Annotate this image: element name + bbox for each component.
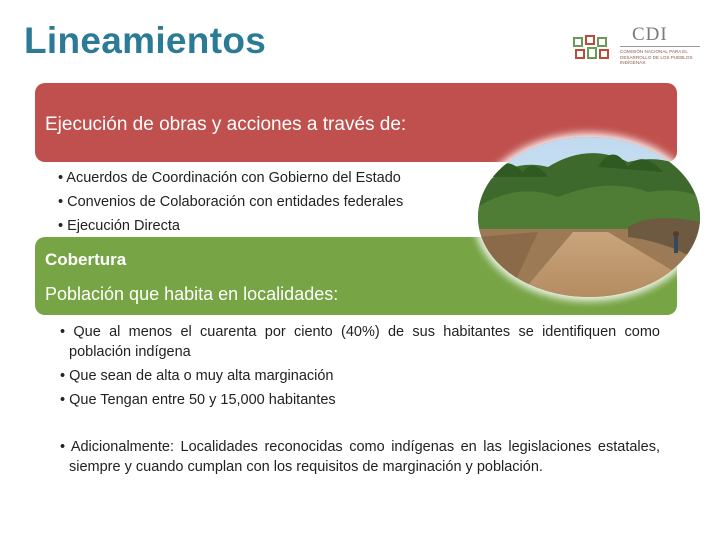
list-item: • Acuerdos de Coordinación con Gobierno del Estado [58,170,401,186]
section2-note [60,437,660,477]
list-item: • Ejecución Directa [58,218,180,234]
section1-list [58,166,403,238]
logo-divider [620,46,700,47]
section2-heading: Cobertura [45,250,127,269]
list-item: • Que sean de alta o muy alta marginación [60,368,334,384]
list-item: • Convenios de Colaboración con entidades federales [58,194,404,210]
section2-subheading: Población que habita en localidades: [45,284,339,304]
note-item: • Adicionalmente: Localidades reconocidas como indígenas en las legislaciones estatales, siempre y cuando cumplan con los requisitos de marginación y población. [60,439,660,475]
list-item: • Que Tengan entre 50 y 15,000 habitantes [60,392,336,408]
page-title: Lineamientos [24,20,267,61]
road-photo-image [478,137,700,297]
list-item: • Que al menos el cuarenta por ciento (40%) de sus habitantes se identifiquen como población indígena [60,324,660,360]
cdi-logo-icon [572,34,612,62]
section1-heading: Ejecución de obras y acciones a través de: [45,114,407,135]
logo-subtitle: COMISIÓN NACIONAL PARA EL DESARROLLO DE LOS PUEBLOS INDÍGENAS [620,49,693,66]
section2-list [60,322,660,410]
cdi-logo [572,24,702,72]
road-photo [478,137,700,297]
logo-name: CDI [632,24,668,45]
